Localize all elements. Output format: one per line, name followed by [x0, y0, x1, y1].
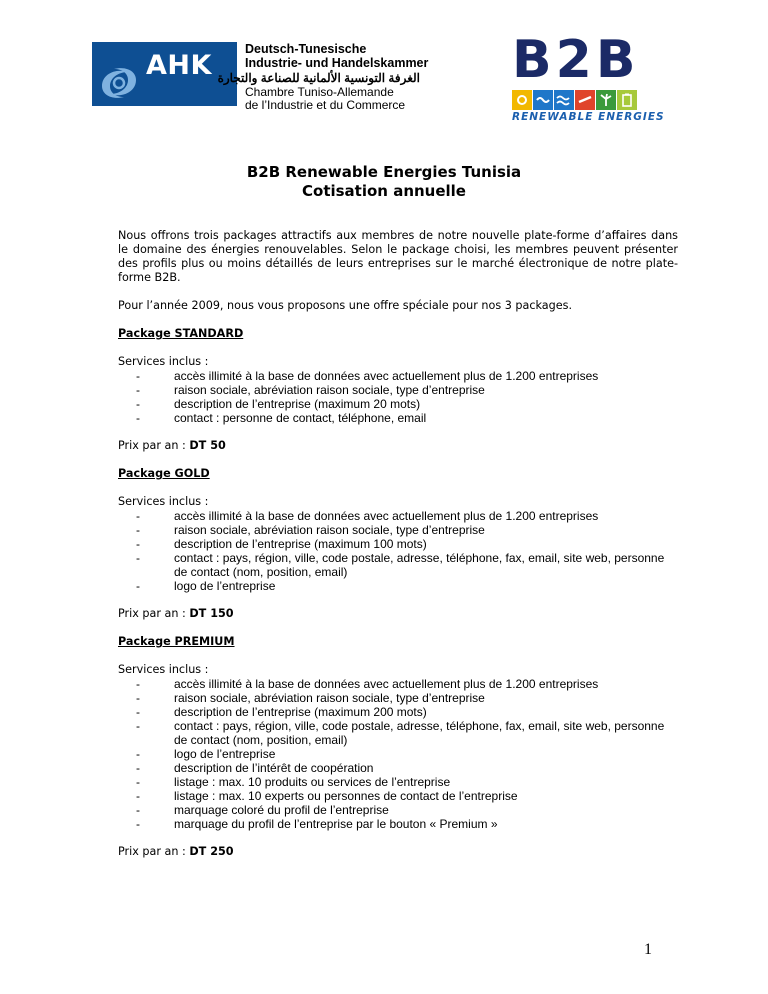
b2b-energy-icons — [512, 90, 637, 110]
wind-icon — [596, 90, 616, 110]
list-item: - contact : personne de contact, téléphone, email — [118, 411, 678, 425]
list-item: - listage : max. 10 experts ou personnes de contact de l’entreprise — [118, 789, 678, 803]
list-item: - logo de l’entreprise — [118, 579, 678, 593]
sun-icon — [512, 90, 532, 110]
list-item: - raison sociale, abréviation raison sociale, type d’entreprise — [118, 691, 678, 705]
list-item: - description de l’entreprise (maximum 20 mots) — [118, 397, 678, 411]
ahk-name-fr-2: de l’Industrie et du Commerce — [245, 98, 406, 112]
list-item: - marquage du profil de l’entreprise par le bouton « Premium » — [118, 817, 678, 831]
price-value: DT 150 — [189, 607, 234, 620]
list-item: - raison sociale, abréviation raison sociale, type d’entreprise — [118, 383, 678, 397]
ahk-logo — [92, 42, 429, 112]
price-value: DT 250 — [189, 845, 234, 858]
services-label: Services inclus : — [118, 495, 209, 508]
price-value: DT 50 — [189, 439, 226, 452]
services-label: Services inclus : — [118, 355, 209, 368]
title-line-1: B2B Renewable Energies Tunisia — [246, 163, 522, 181]
services-list — [118, 509, 678, 593]
package-title: Package GOLD — [118, 467, 210, 480]
services-list — [118, 369, 678, 425]
list-item: - description de l’entreprise (maximum 100 mots) — [118, 537, 678, 551]
price-line — [118, 845, 678, 859]
list-item: - contact : pays, région, ville, code postale, adresse, téléphone, fax, email, site web, personne de contact (nom, position, email) — [118, 719, 678, 747]
package-standard — [118, 327, 678, 453]
list-item: - accès illimité à la base de données avec actuellement plus de 1.200 entreprises — [118, 677, 678, 691]
price-line — [118, 607, 678, 621]
wave-icon — [554, 90, 574, 110]
b2b-logo — [510, 30, 680, 123]
price-label: Prix par an : — [118, 607, 190, 620]
price-label: Prix par an : — [118, 845, 190, 858]
ahk-letters: AHK — [146, 50, 212, 81]
b2b-tagline: RENEWABLE ENERGIES — [512, 111, 665, 123]
ahk-name-fr-1: Chambre Tuniso-Allemande — [245, 85, 394, 99]
ahk-emblem-icon — [96, 62, 142, 102]
list-item: - logo de l’entreprise — [118, 747, 678, 761]
package-gold — [118, 467, 678, 621]
list-item: - marquage coloré du profil de l’entreprise — [118, 803, 678, 817]
list-item: - raison sociale, abréviation raison sociale, type d’entreprise — [118, 523, 678, 537]
ahk-name-ar: الغرفة التونسية الألمانية للصناعة والتجارة — [217, 71, 420, 85]
list-item: - accès illimité à la base de données avec actuellement plus de 1.200 entreprises — [118, 369, 678, 383]
package-premium — [118, 635, 678, 859]
intro-paragraph: Nous offrons trois packages attractifs aux membres de notre nouvelle plate-forme d’affaires dans le domaine des énergies renouvelables. Selon le package choisi, les membres peuvent présenter des profils plus ou moins détaillés de leurs entreprises sur le marché électronique de notre plate-forme B2B. — [118, 229, 678, 284]
services-label: Services inclus : — [118, 663, 209, 676]
b2b-wordmark: B2B — [512, 30, 640, 90]
package-title: Package PREMIUM — [118, 635, 235, 648]
water-icon — [533, 90, 553, 110]
fire-icon — [575, 90, 595, 110]
document-title — [0, 163, 768, 201]
list-item: - listage : max. 10 produits ou services de l’entreprise — [118, 775, 678, 789]
page-number: 1 — [644, 941, 652, 958]
title-line-2: Cotisation annuelle — [302, 182, 466, 200]
battery-icon — [617, 90, 637, 110]
list-item: - description de l’entreprise (maximum 200 mots) — [118, 705, 678, 719]
list-item: - accès illimité à la base de données avec actuellement plus de 1.200 entreprises — [118, 509, 678, 523]
ahk-name-de-2: Industrie- und Handelskammer — [245, 56, 429, 70]
ahk-logo-block — [92, 42, 237, 106]
offer-paragraph: Pour l’année 2009, nous vous proposons une offre spéciale pour nos 3 packages. — [118, 299, 573, 312]
document-body — [118, 229, 678, 859]
ahk-logo-text — [217, 42, 429, 112]
price-line — [118, 439, 678, 453]
list-item: - description de l’intérêt de coopération — [118, 761, 678, 775]
price-label: Prix par an : — [118, 439, 190, 452]
list-item: - contact : pays, région, ville, code postale, adresse, téléphone, fax, email, site web, personne de contact (nom, position, email) — [118, 551, 678, 579]
package-title: Package STANDARD — [118, 327, 244, 340]
services-list — [118, 677, 678, 831]
ahk-name-de-1: Deutsch-Tunesische — [245, 42, 367, 56]
